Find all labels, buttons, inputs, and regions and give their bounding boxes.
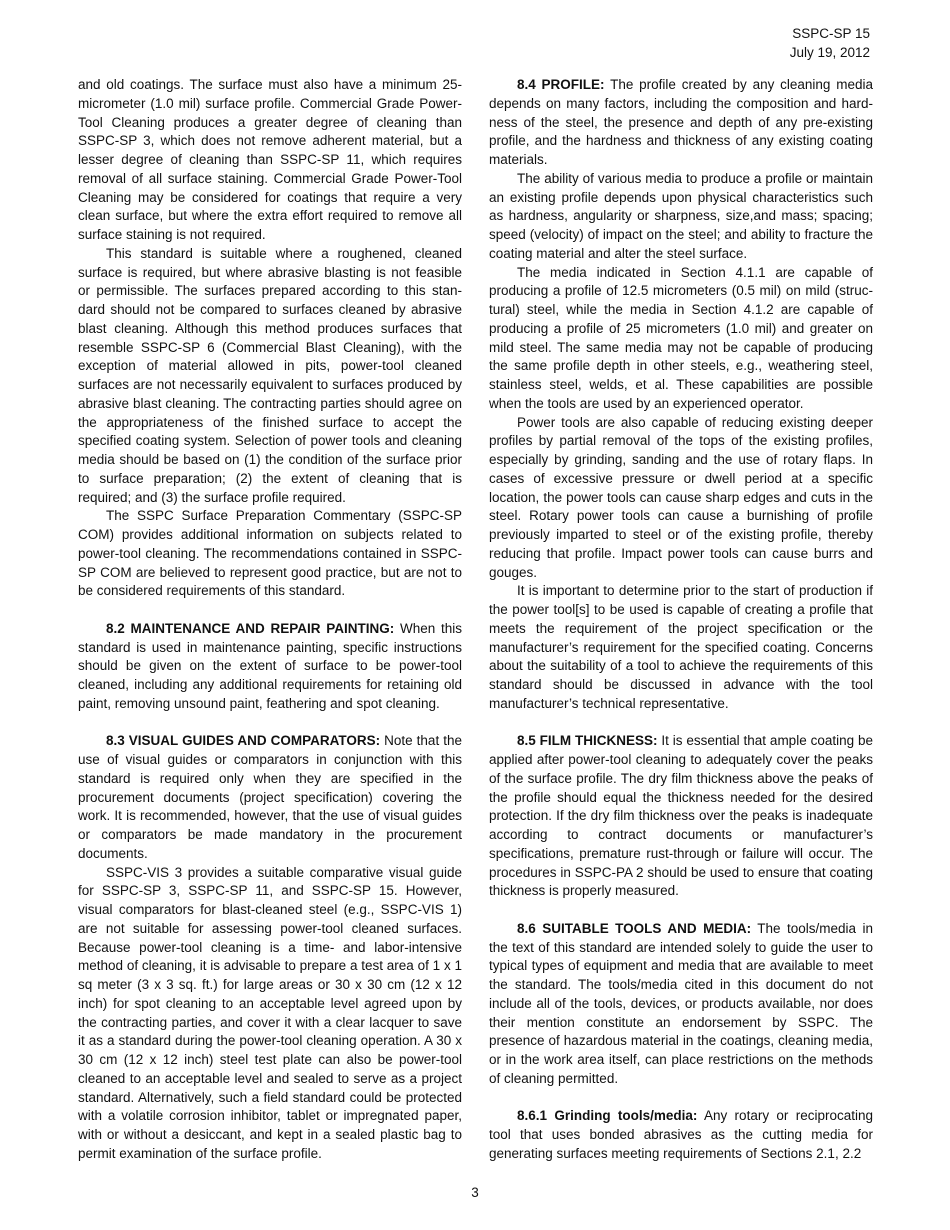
section-text: The tools/media in the text of this standard are intended solely to guide the user to typical types of equipment and media that are available to meet the standard. The tools/media cited in this document do not include all of the tools, devices, or products available, nor does their mention constitute an endorsement by SSPC. The presence of hazardous material in the coatings, cleaning media, or in the work area itself, can place restrictions on the methods of cleaning permitted. — [489, 920, 874, 1086]
paragraph: Power tools are also capable of reducing existing deeper profiles by partial removal of the tops of the existing profiles, especially by grinding, sanding and the use of rotary flaps. In cases of excessive pressure or dwell period at a specific location, the power tools can cause sharp edges and cuts in the steel. Rotary power tools can cause a burnishing of profile previously imparted to steel or of the existing profile, thereby reducing that profile. Impact power tools can cause burrs and gouges. — [489, 414, 873, 580]
paragraph: It is important to determine prior to the start of production if the power tool[s] to be used is capable of creating a profile that meets the requirement of the project specification or the manufacturer’s requirement for the specified coating. Concerns about the suitability of a tool to achieve the requirements of this standard should be discussed in advance with the tool manufacturer’s technical representative. — [489, 583, 873, 711]
section-heading: 8.4 PROFILE: — [517, 77, 605, 92]
page-number: 3 — [471, 1185, 479, 1200]
right-column — [489, 76, 873, 1164]
paragraph: This standard is suitable where a roughened, cleaned surface is required, but where abrasive blasting is not feasible or permissible. The surfaces prepared according to this standard should not be compared to surfaces cleaned by abrasive blast cleaning. Although this method produces surfaces that resemble SSPC-SP 6 (Commercial Blast Cleaning), with the exception of material allowed in pits, power-tool cleaned surfaces are not necessarily equivalent to surfaces produced by abrasive blast cleaning. The contracting parties should agree on the appropriateness of the finished surface to accept the specified coating system. Selection of power tools and cleaning media should be based on (1) the condition of the surface prior to surface preparation; (2) the extent of cleaning that is required; and (3) the surface profile required. — [78, 245, 462, 505]
section-8-5 — [489, 732, 873, 901]
section-heading: 8.5 FILM THICKNESS: — [517, 733, 658, 749]
section-8-3 — [78, 732, 462, 863]
section-text: It is essential that ample coating be applied after power-tool cleaning to adequately cover the peaks of the surface profile. The dry film thickness above the peaks of the profile should equal the thickness needed for the desired protection. If the dry film thickness over the peaks is inadequate according to contract documents or manufacturer’s specifications, premature rust-through or failure will occur. The procedures in SSPC-PA 2 should be used to ensure that coating thickness is properly measured. — [489, 733, 873, 899]
section-heading: 8.3 VISUAL GUIDES AND COMPARATORS: — [106, 733, 381, 749]
section-text: Note that the use of visual guides or comparators in conjunction with this standard is required only when they are specified in the procurement documents (project specification) covering the work. It is recommended, however, that the use of visual guides or comparators be made mandatory in the procurement documents. — [78, 733, 462, 861]
section-heading: 8.2 MAINTENANCE AND REPAIR PAINTING: — [106, 620, 395, 636]
section-heading: 8.6.1 Grinding tools/media: — [517, 1108, 698, 1124]
paragraph: The media indicated in Section 4.1.1 are capable of producing a profile of 12.5 micrometers (0.5 mil) on mild (structural) steel, while the media in Section 4.1.2 are capable of producing a profile of 25 micrometers (1.0 mil) and greater on mild steel. The same media may not be capable of producing the same profile depth in other steels, e.g., weathering steel, stainless steel, welds, et al. These capabilities are possible when the tools are used by an experienced operator. — [489, 264, 873, 411]
section-8-6 — [489, 920, 873, 1089]
section-text: Any rotary or reciprocating tool that uses bonded abrasives as the cutting media for generating surfaces meeting requirements of Sections 2.1, 2.2 — [489, 1108, 873, 1161]
section-8-2 — [78, 620, 462, 714]
document-date: July 19, 2012 — [789, 45, 870, 60]
document-id: SSPC-SP 15 — [792, 26, 870, 41]
paragraph: The SSPC Surface Preparation Commentary (SSPC-SP COM) provides additional information on subjects related to power-tool cleaning. The recommendations contained in SSPC-SP COM are believed to represent good practice, but are not to be considered requirements of this standard. — [78, 508, 462, 599]
left-column — [78, 76, 462, 1164]
section-text: The profile created by any cleaning media depends on many factors, including the composition and hardness of the steel, the presence and depth of any pre-existing profile, and the hardness and thickness of any existing coating materials. — [489, 77, 873, 167]
paragraph: SSPC-VIS 3 provides a suitable comparative visual guide for SSPC-SP 3, SSPC-SP 11, and SSPC-SP 15. However, visual comparators for blast-cleaned steel (e.g., SSPC-VIS 1) are not suitable for assessing power-tool cleaned surfaces. Because power-tool cleaning is a time- and labor-intensive method of cleaning, it is advisable to prepare a test area of 1 x 1 sq meter (3 x 3 sq. ft.) for large areas or 30 x 30 cm (12 x 12 inch) for spot cleaning to an acceptable level agreed upon by the contracting parties, and cover it with a clear lacquer to save it as a standard during the power-tool cleaning operation. A 30 x 30 cm (12 x 12 inch) steel test plate can also be power-tool cleaned to an acceptable level and sealed to serve as a project standard. Alternatively, such a field standard could be protected with a volatile corrosion inhibitor, tablet or impregnated paper, with or without a desiccant, and kept in a sealed plastic bag to permit examination of the surface profile. — [78, 864, 462, 1161]
section-8-6-1 — [489, 1107, 873, 1163]
paragraph: The ability of various media to produce a profile or maintain an existing profile depends upon physical characteristics such as hardness, angularity or sharpness, size,and mass; spacing; speed (velocity) of impact on the steel; and ability to fracture the coating material and alter the steel surface. — [489, 170, 873, 261]
page-header — [790, 24, 870, 62]
section-heading: 8.6 SUITABLE TOOLS AND MEDIA: — [517, 920, 752, 936]
paragraph: and old coatings. The surface must also have a minimum 25-micrometer (1.0 mil) surface profile. Commercial Grade Power-Tool Cleaning produces a greater degree of cleaning than SSPC-SP 3, which does not remove adherent material, but a lesser degree of cleaning than SSPC-SP 11, which requires removal of all surface staining. Commercial Grade Power-Tool Cleaning may be considered for coatings that require a very clean surface, but where the extra effort required to remove all surface staining is not required. — [78, 77, 462, 242]
section-8-4 — [489, 76, 873, 170]
section-text: When this standard is used in maintenance painting, specific instructions should be given on the extent of surface to be power-tool cleaned, including any additional requirements for retaining old paint, removing unsound paint, feathering and spot cleaning. — [78, 620, 462, 711]
